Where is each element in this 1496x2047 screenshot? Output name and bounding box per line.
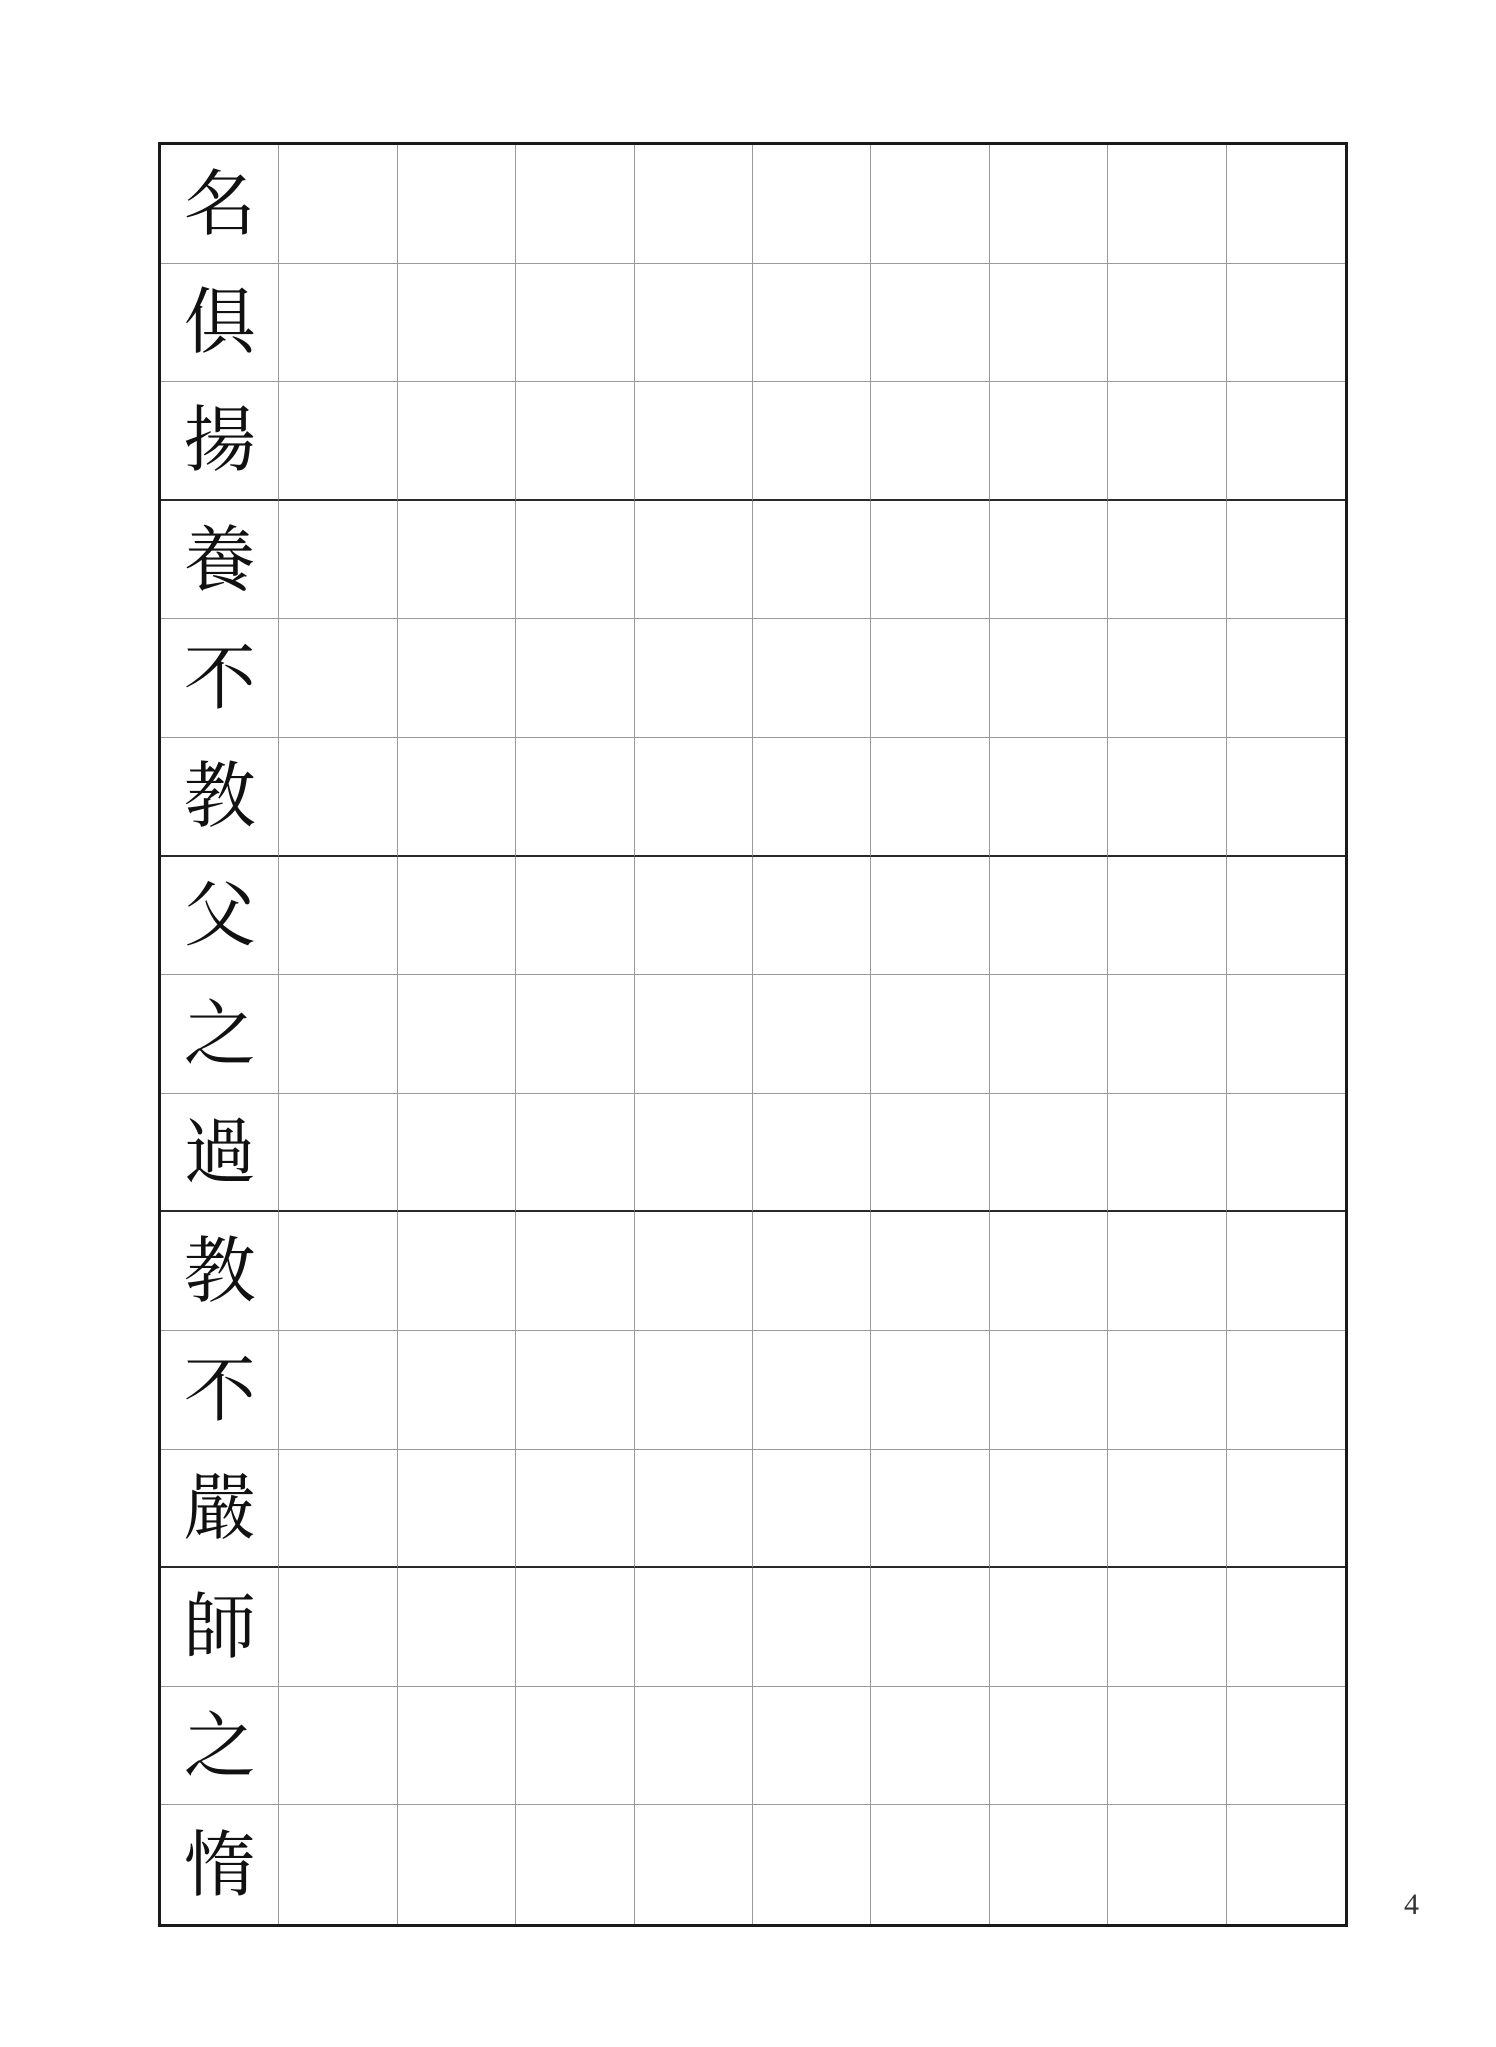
model-character: 揚 [161,382,279,501]
practice-cell [990,382,1108,501]
practice-cell [398,619,516,738]
practice-cell [398,1568,516,1687]
practice-cell [753,975,871,1094]
practice-cell [516,501,634,620]
practice-cell [990,975,1108,1094]
practice-cell [990,1450,1108,1569]
practice-cell [990,857,1108,976]
practice-cell [990,1331,1108,1450]
practice-cell [990,264,1108,383]
model-character: 嚴 [161,1450,279,1569]
practice-cell [398,857,516,976]
practice-cell [1108,975,1226,1094]
practice-cell [279,501,397,620]
practice-cell [871,1212,989,1331]
practice-cell [871,145,989,264]
practice-cell [635,857,753,976]
practice-cell [398,1212,516,1331]
model-character: 過 [161,1094,279,1213]
practice-cell [990,1094,1108,1213]
practice-cell [398,264,516,383]
practice-cell [1108,1568,1226,1687]
practice-cell [635,975,753,1094]
practice-cell [635,264,753,383]
practice-cell [753,501,871,620]
practice-cell [279,382,397,501]
practice-cell [398,382,516,501]
practice-cell [279,264,397,383]
practice-cell [1227,145,1345,264]
practice-cell [871,501,989,620]
practice-cell [990,619,1108,738]
practice-cell [279,1331,397,1450]
model-character: 養 [161,501,279,620]
practice-cell [516,382,634,501]
practice-cell [1227,1331,1345,1450]
practice-cell [1108,145,1226,264]
practice-cell [1227,738,1345,857]
practice-cell [1227,1805,1345,1924]
practice-cell [1227,1094,1345,1213]
practice-cell [871,1568,989,1687]
practice-cell [279,1212,397,1331]
practice-cell [753,1805,871,1924]
practice-cell [1108,1094,1226,1213]
practice-cell [871,1094,989,1213]
practice-cell [871,1687,989,1806]
practice-cell [871,1450,989,1569]
practice-cell [635,1568,753,1687]
practice-cell [279,1568,397,1687]
practice-cell [871,975,989,1094]
practice-cell [635,1094,753,1213]
practice-cell [1227,382,1345,501]
practice-cell [753,145,871,264]
practice-cell [635,1212,753,1331]
practice-cell [398,738,516,857]
practice-cell [871,738,989,857]
practice-cell [1227,264,1345,383]
practice-cell [753,264,871,383]
practice-cell [1108,264,1226,383]
practice-cell [871,619,989,738]
practice-cell [516,619,634,738]
practice-cell [1227,975,1345,1094]
practice-cell [1108,1212,1226,1331]
practice-cell [279,1450,397,1569]
practice-cell [1108,619,1226,738]
practice-cell [871,1331,989,1450]
model-character: 俱 [161,264,279,383]
practice-cell [635,619,753,738]
practice-grid [158,142,1348,1927]
practice-cell [279,1805,397,1924]
practice-cell [871,264,989,383]
practice-cell [1108,1805,1226,1924]
practice-cell [753,619,871,738]
practice-cell [1108,1687,1226,1806]
practice-cell [279,145,397,264]
practice-cell [753,857,871,976]
practice-cell [753,1212,871,1331]
practice-cell [990,1805,1108,1924]
page-number: 4 [1404,1888,1419,1921]
practice-cell [398,1687,516,1806]
model-character: 師 [161,1568,279,1687]
practice-cell [753,738,871,857]
practice-cell [990,738,1108,857]
practice-cell [635,1331,753,1450]
practice-cell [753,1687,871,1806]
practice-cell [516,1805,634,1924]
practice-cell [1227,619,1345,738]
practice-cell [1227,1212,1345,1331]
practice-cell [1108,857,1226,976]
practice-cell [516,264,634,383]
practice-cell [279,619,397,738]
practice-cell [516,1450,634,1569]
practice-cell [1108,501,1226,620]
practice-cell [1227,857,1345,976]
practice-cell [1108,738,1226,857]
practice-cell [635,738,753,857]
practice-cell [516,975,634,1094]
practice-cell [635,1687,753,1806]
practice-cell [753,382,871,501]
practice-cell [871,1805,989,1924]
practice-cell [990,1212,1108,1331]
practice-cell [990,1568,1108,1687]
practice-cell [398,1331,516,1450]
practice-cell [516,857,634,976]
practice-cell [516,1331,634,1450]
practice-cell [635,501,753,620]
practice-cell [871,382,989,501]
practice-cell [516,145,634,264]
practice-cell [516,1568,634,1687]
practice-cell [279,1687,397,1806]
practice-cell [1227,1568,1345,1687]
practice-cell [1227,501,1345,620]
practice-cell [516,1212,634,1331]
practice-cell [753,1568,871,1687]
practice-cell [398,975,516,1094]
practice-cell [635,1450,753,1569]
practice-cell [635,1805,753,1924]
practice-cell [990,145,1108,264]
practice-cell [1227,1450,1345,1569]
practice-cell [516,1094,634,1213]
practice-cell [990,501,1108,620]
practice-cell [753,1331,871,1450]
model-character: 名 [161,145,279,264]
practice-cell [279,975,397,1094]
practice-cell [516,1687,634,1806]
practice-cell [990,1687,1108,1806]
practice-cell [279,1094,397,1213]
practice-cell [516,738,634,857]
model-character: 不 [161,1331,279,1450]
practice-cell [753,1450,871,1569]
model-character: 教 [161,1212,279,1331]
practice-cell [279,738,397,857]
model-character: 父 [161,857,279,976]
practice-cell [1108,1331,1226,1450]
practice-cell [398,1805,516,1924]
practice-cell [398,501,516,620]
model-character: 教 [161,738,279,857]
practice-cell [1227,1687,1345,1806]
model-character: 之 [161,975,279,1094]
model-character: 不 [161,619,279,738]
practice-cell [398,1450,516,1569]
practice-cell [1108,1450,1226,1569]
practice-cell [279,857,397,976]
practice-cell [635,382,753,501]
practice-cell [753,1094,871,1213]
practice-cell [398,145,516,264]
model-character: 之 [161,1687,279,1806]
practice-cell [635,145,753,264]
model-character: 惰 [161,1805,279,1924]
practice-cell [398,1094,516,1213]
practice-cell [1108,382,1226,501]
practice-cell [871,857,989,976]
